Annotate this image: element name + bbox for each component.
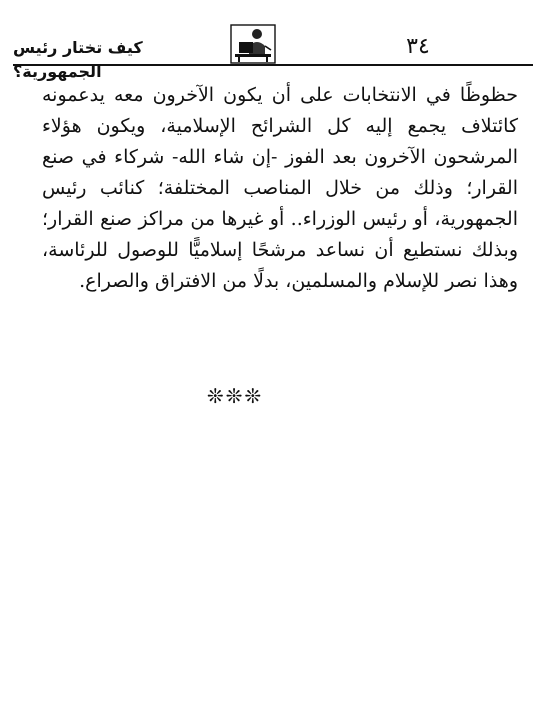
text-line: القرار؛ وذلك من خلال المناصب المختلفة؛ كنائب رئيس xyxy=(42,177,518,199)
text-line: وبذلك نستطيع أن نساعد مرشحًا إسلاميًّا للوصول للرئاسة، xyxy=(42,239,518,261)
text-line: الجمهورية، أو رئيس الوزراء.. أو غيرها من مراكز صنع القرار؛ xyxy=(42,208,518,230)
text-line: المرشحون الآخرون بعد الفوز -إن شاء الله- شركاء في صنع xyxy=(42,146,518,168)
man-at-desk-icon xyxy=(225,24,281,68)
page-number: ٣٤ xyxy=(406,34,430,59)
header-rule xyxy=(13,64,533,66)
text-line: وهذا نصر للإسلام والمسلمين، بدلًا من الافتراق والصراع. xyxy=(79,270,518,292)
section-separator: ❊❊❊ xyxy=(206,384,264,408)
text-line: حظوظًا في الانتخابات على أن يكون الآخرون معه يدعمونه xyxy=(42,84,518,106)
body-text xyxy=(42,80,518,297)
running-title: كيف تختار رئيس الجمهورية؟ xyxy=(13,38,143,81)
text-line: كائتلاف يجمع إليه كل الشرائح الإسلامية، ويكون هؤلاء xyxy=(42,115,518,137)
running-header xyxy=(13,24,533,81)
